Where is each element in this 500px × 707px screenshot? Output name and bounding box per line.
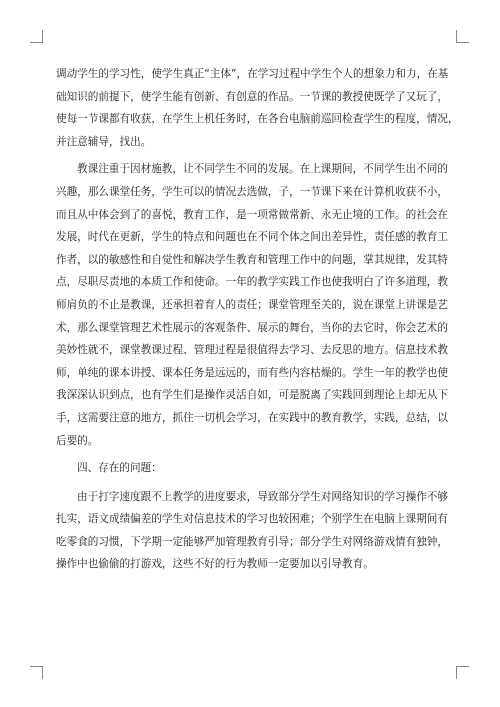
text-line: 我深深认识到点，也有学生们是操作灵活自如，可是脱离了实践回到理论上却无从下 [56, 389, 448, 402]
text-line: 而且从中体会到了的喜悦，教育工作，是一项常做常新、永无止境的工作。的社会在 [56, 208, 448, 221]
paragraph-2 [56, 158, 448, 452]
text-line: 兴趣，那么课堂任务，学生可以的情况去选做，子，一节课下来在计算机收获不小， [56, 185, 448, 198]
text-line: 调动学生的学习性，使学生真正“主体”，在学习过程中学生个人的想象力和力，在基 [56, 68, 449, 80]
document-body [56, 63, 459, 581]
section-heading: 四、存在的问题： [77, 462, 162, 475]
crop-mark-top-right [456, 30, 469, 43]
text-line: 师，单纯的课本讲授、课本任务是远远的，而有些内容枯燥的。学生一年的教学也使 [56, 366, 448, 379]
text-line: 础知识的前提下，使学生能有创新、有创意的作品。一节课的教授使既学了又玩了， [56, 90, 448, 103]
paragraph-1 [56, 63, 459, 153]
paragraph-3 [56, 486, 448, 576]
text-line: 师肩负的不止是教课，还承担着育人的责任；课堂管理至关的，说在课堂上讲课是艺 [56, 298, 448, 311]
text-line: 操作中也偷偷的打游戏，这些不好的行为教师一定要加以引导教育。 [56, 558, 374, 571]
text-line: 作者，以的敏感性和自觉性和解决学生教育和管理工作中的问题，掌其规律，发其特 [56, 253, 448, 266]
text-line: 后要的。 [56, 434, 99, 447]
text-line: 术，那么课堂管理艺术性展示的客观条件、展示的舞台，当你的去它时，你会艺术的 [56, 321, 448, 334]
text-line: 并注意辅导，找出。 [56, 135, 152, 148]
text-line: 美妙性就不，课堂教课过程、管理过程是很值得去学习、去反思的地方。信息技术教 [56, 344, 448, 357]
crop-mark-bottom-left [30, 666, 43, 679]
text-line: 手，这需要注意的地方，抓住一切机会学习，在实践中的教育教学，实践，总结，以 [56, 411, 448, 424]
text-line: 扎实，语文成绩偏差的学生对信息技术的学习也较困难；个别学生在电脑上课期间有 [56, 513, 448, 526]
text-line: 吃零食的习惯，下学期一定能够严加管理教育引导；部分学生对网络游戏情有独钟， [56, 535, 448, 548]
text-line: 教课注重于因材施教，让不同学生不同的发展。在上课期间，不同学生出不同的 [77, 163, 448, 176]
text-line: 由于打字速度跟不上教学的进度要求，导致部分学生对网络知识的学习操作不够 [77, 490, 448, 503]
crop-mark-bottom-right [456, 666, 469, 679]
text-line: 发展，时代在更新，学生的特点和问题也在不同个体之间出差异性，责任感的教育工 [56, 231, 448, 244]
text-line: 点，尽职尽责地的本质工作和使命。一年的教学实践工作也使我明白了许多道理，教 [56, 276, 448, 289]
text-line: 使每一节课都有收获，在学生上机任务时，在各台电脑前巡回检查学生的程度，情况， [56, 113, 459, 126]
crop-mark-top-left [30, 30, 43, 43]
